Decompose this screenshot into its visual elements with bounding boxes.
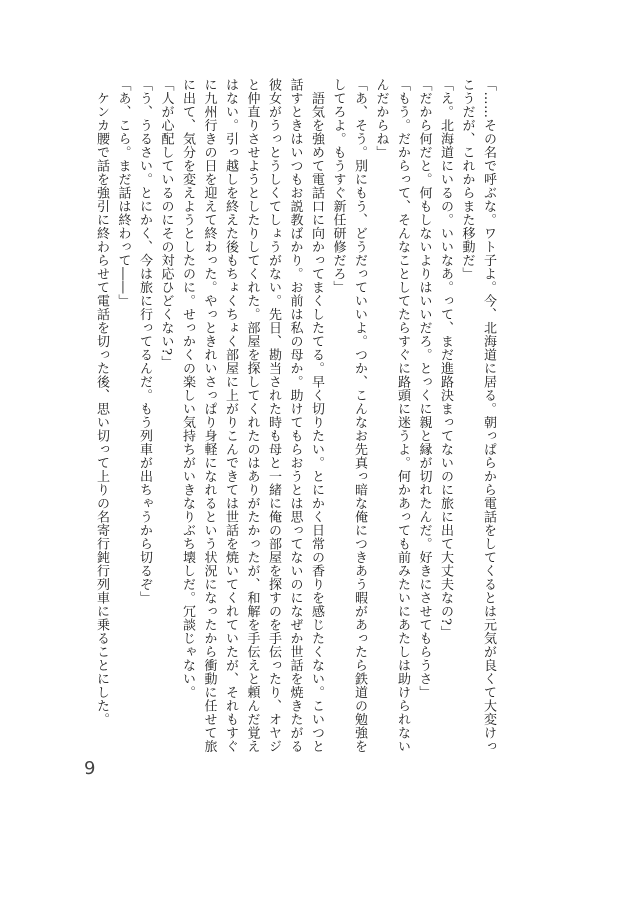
text-line: 「もう。だからって、そんなことしてたらすぐに路頭に迷うよ。何かあっても前みたいにあたしは助けられない — [395, 78, 410, 753]
text-line: 「う、うるさい。とにかく、今は旅に行ってるんだ。もう列車が出ちゃうから切るぞ」 — [137, 78, 152, 605]
body-text — [91, 78, 500, 753]
text-line: 「人が心配しているのにその対応ひどくない?」 — [158, 78, 174, 369]
text-line: 話すときはいつもお説教ばかり。お前は私の母か。助けてもらおうとは思ってないのになぜか世話を焼きたがる — [287, 78, 303, 753]
text-line: してろよ。もうすぐ新任研修だろ」 — [330, 78, 346, 294]
text-line: 彼女がうっとうしくてしょうがない。先日、勘当された時も母と一緒に俺の部屋を探すのを手伝ったり、オヤジ — [266, 78, 281, 753]
page-number: 9 — [84, 758, 96, 779]
text-line: と仲直りさせようとしたりしてくれた。部屋を探してくれたのはありがたかったが、和解を手伝えと頼んだ覚え — [244, 78, 260, 753]
text-line: 「……その名で呼ぶな。ワト子よ。今、北海道に居る。朝っぱらから電話をしてくるとは元気が良くて大変けっ — [481, 78, 496, 753]
text-line: ケンカ腰で話を強引に終わらせて電話を切った後、思い切って上りの名寄行鈍行列車に乗ることにした。 — [94, 78, 109, 726]
text-line: 「え。北海道にいるの。いいなあ。って、まだ進路決まってないのに旅に出て大丈夫なの?」 — [438, 78, 453, 639]
text-line: に九州行きの日を迎えて終わった。やっときれいさっぱり身軽になれるという状況になったから衝動に任せて旅 — [201, 78, 217, 753]
text-line: 「だから何だと。何もしないよりはいいだろ。とっくに親と縁が切れたんだ。好きにさせてもらうさ」 — [416, 78, 432, 699]
text-line: に出て、気分を変えようとしたのに。せっかくの楽しい気持ちがいきなりぶち壊しだ。冗談じゃない。 — [180, 78, 195, 699]
text-line: こうだが、これからまた移動だ」 — [459, 78, 475, 281]
text-line: 「あ、こら。まだ話は終わって――」 — [115, 78, 131, 308]
text-line: はない。引っ越しを終えた後もちょくちょく部屋に上がりこんできては世話を焼いてくれていたが、それもすぐ — [223, 78, 238, 753]
text-line: んだからね」 — [373, 78, 389, 159]
text-line: 語気を強めて電話口に向かってまくしたてる。早く切りたい。とにかく日常の香りを感じたくない。こいつと — [309, 78, 324, 753]
text-line: 「あ、そう。別にもう、どうだっていいよ。つか、こんなお先真っ暗な俺につきあう暇があったら鉄道の勉強を — [352, 78, 367, 753]
